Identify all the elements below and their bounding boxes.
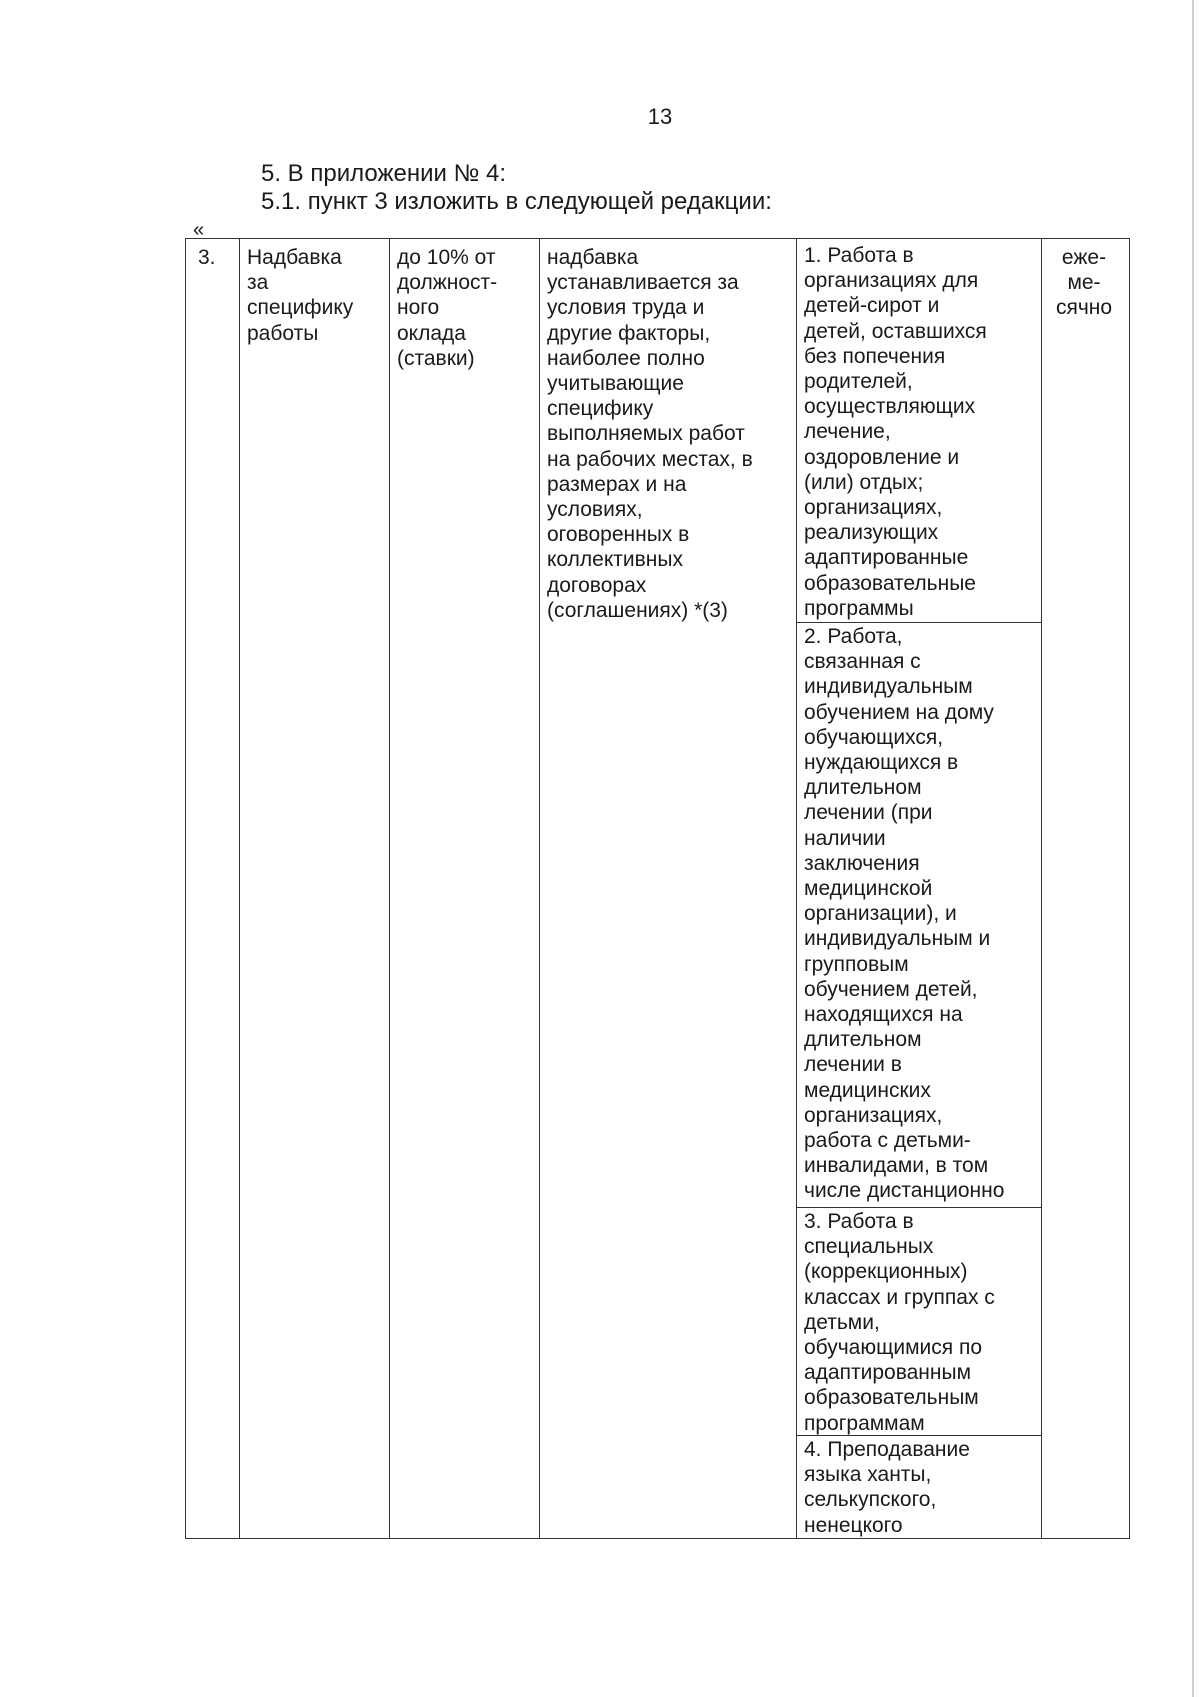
opening-quote-mark: « [193, 219, 205, 241]
allowance-name: Надбавка за специфику работы [247, 246, 354, 345]
paragraph-item-5-1: 5.1. пункт 3 изложить в следующей редакции: [261, 188, 772, 215]
page-number: 13 [647, 104, 673, 129]
allowance-description: надбавка устанавливается за условия труда и другие факторы, наиболее полно учитывающие специфику выполняемых работ на рабочих местах, в размерах и на условиях, оговоренных в коллективных договорах (соглашениях) *(3) [547, 246, 753, 622]
condition-item-4: 4. Преподавание языка ханты, селькупского, ненецкого [804, 1438, 970, 1537]
condition-item-2: 2. Работа, связанная с индивидуальным обучением на дому обучающихся, нуждающихся в длительном лечении (при наличии заключения медицинской организации), и индивидуальным и групповым обучением детей, находящихся на длительном лечении в медицинских организациях, работа с детьми- инвалидами, в том числе дистанционно [804, 625, 1005, 1203]
page-edge [1192, 0, 1194, 1697]
column-divider [239, 239, 240, 1538]
paragraph-appendix-4: 5. В приложении № 4: [261, 160, 507, 187]
condition-item-1: 1. Работа в организациях для детей-сирот и детей, оставшихся без попечения родителей, осуществляющих лечение, оздоровление и (или) отдых; организациях, реализующих адаптированные образовательные программы [804, 244, 987, 620]
row-number: 3. [198, 246, 216, 269]
column-divider [539, 239, 540, 1538]
allowance-table [185, 238, 1130, 1539]
row-divider [796, 1207, 1041, 1208]
condition-item-3: 3. Работа в специальных (коррекционных) классах и группах с детьми, обучающимися по адаптированным образовательным программам [804, 1210, 995, 1435]
row-divider [796, 622, 1041, 623]
payment-period: еже- ме- сячно [1055, 246, 1113, 320]
column-divider [796, 239, 797, 1538]
column-divider [1041, 239, 1042, 1538]
column-divider [389, 239, 390, 1538]
allowance-amount: до 10% от должност- ного оклада (ставки) [397, 246, 498, 370]
